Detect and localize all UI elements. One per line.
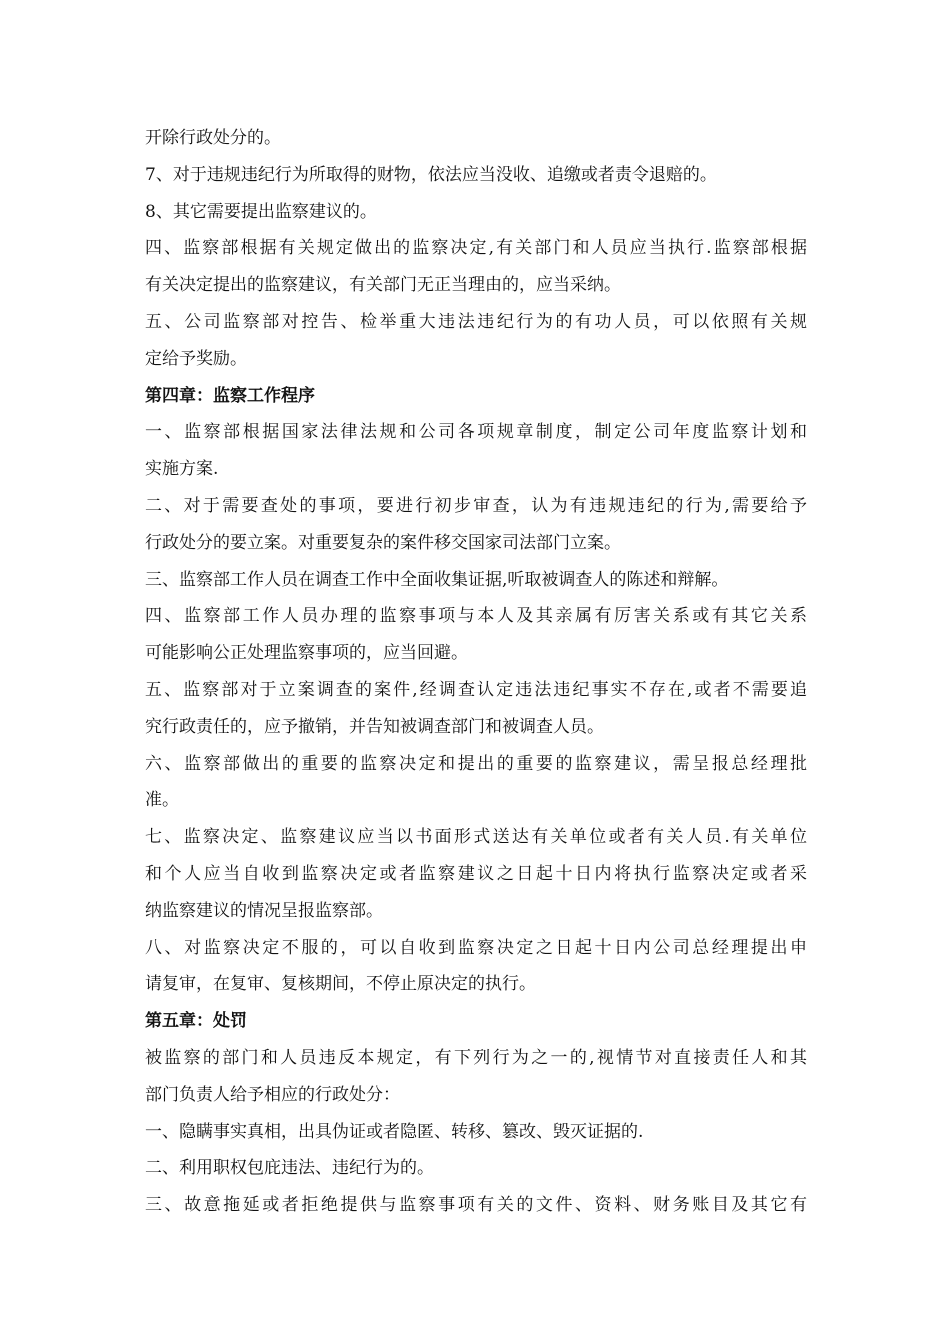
text-line: 四、监察部根据有关规定做出的监察决定,有关部门和人员应当执行.监察部根据 [145,238,807,259]
document-page [145,120,807,1224]
text-line: 8、其它需要提出监察建议的。 [145,201,377,222]
text-line: 部门负责人给予相应的行政处分： [145,1084,400,1105]
text-line: 二、对于需要查处的事项，要进行初步审查，认为有违规违纪的行为,需要给予 [145,495,807,516]
chapter-heading: 第五章：处罚 [145,1011,247,1032]
text-line: 三、监察部工作人员在调查工作中全面收集证据,听取被调查人的陈述和辩解。 [145,569,729,590]
text-line: 行政处分的要立案。对重要复杂的案件移交国家司法部门立案。 [145,532,621,553]
text-line: 七、监察决定、监察建议应当以书面形式送达有关单位或者有关人员.有关单位 [145,827,807,848]
text-line: 有关决定提出的监察建议，有关部门无正当理由的，应当采纳。 [145,275,621,296]
text-line: 纳监察建议的情况呈报监察部。 [145,900,383,921]
text-line: 四、监察部工作人员办理的监察事项与本人及其亲属有厉害关系或有其它关系 [145,606,807,627]
text-line: 请复审，在复审、复核期间，不停止原决定的执行。 [145,974,536,995]
text-line: 八、对监察决定不服的，可以自收到监察决定之日起十日内公司总经理提出申 [145,937,807,958]
text-line: 和个人应当自收到监察决定或者监察建议之日起十日内将执行监察决定或者采 [145,863,807,884]
text-line: 五、公司监察部对控告、检举重大违法违纪行为的有功人员，可以依照有关规 [145,311,807,332]
text-line: 一、隐瞒事实真相，出具伪证或者隐匿、转移、篡改、毁灭证据的. [145,1121,644,1142]
text-line: 准。 [145,790,179,811]
chapter-heading: 第四章：监察工作程序 [145,385,315,406]
text-line: 究行政责任的，应予撤销，并告知被调查部门和被调查人员。 [145,716,604,737]
text-line: 三、故意拖延或者拒绝提供与监察事项有关的文件、资料、财务账目及其它有 [145,1195,807,1216]
text-line: 五、监察部对于立案调查的案件,经调查认定违法违纪事实不存在,或者不需要追 [145,679,807,700]
text-line: 六、监察部做出的重要的监察决定和提出的重要的监察建议，需呈报总经理批 [145,753,807,774]
text-line: 可能影响公正处理监察事项的，应当回避。 [145,643,468,664]
text-line: 开除行政处分的。 [145,128,281,148]
text-line: 7、对于违规违纪行为所取得的财物，依法应当没收、追缴或者责令退赔的。 [145,164,717,185]
text-line: 实施方案. [145,459,219,480]
text-line: 被监察的部门和人员违反本规定，有下列行为之一的,视情节对直接责任人和其 [145,1047,807,1068]
text-line: 一、监察部根据国家法律法规和公司各项规章制度，制定公司年度监察计划和 [145,422,807,443]
text-line: 二、利用职权包庇违法、违纪行为的。 [145,1158,434,1179]
text-line: 定给予奖励。 [145,348,247,369]
